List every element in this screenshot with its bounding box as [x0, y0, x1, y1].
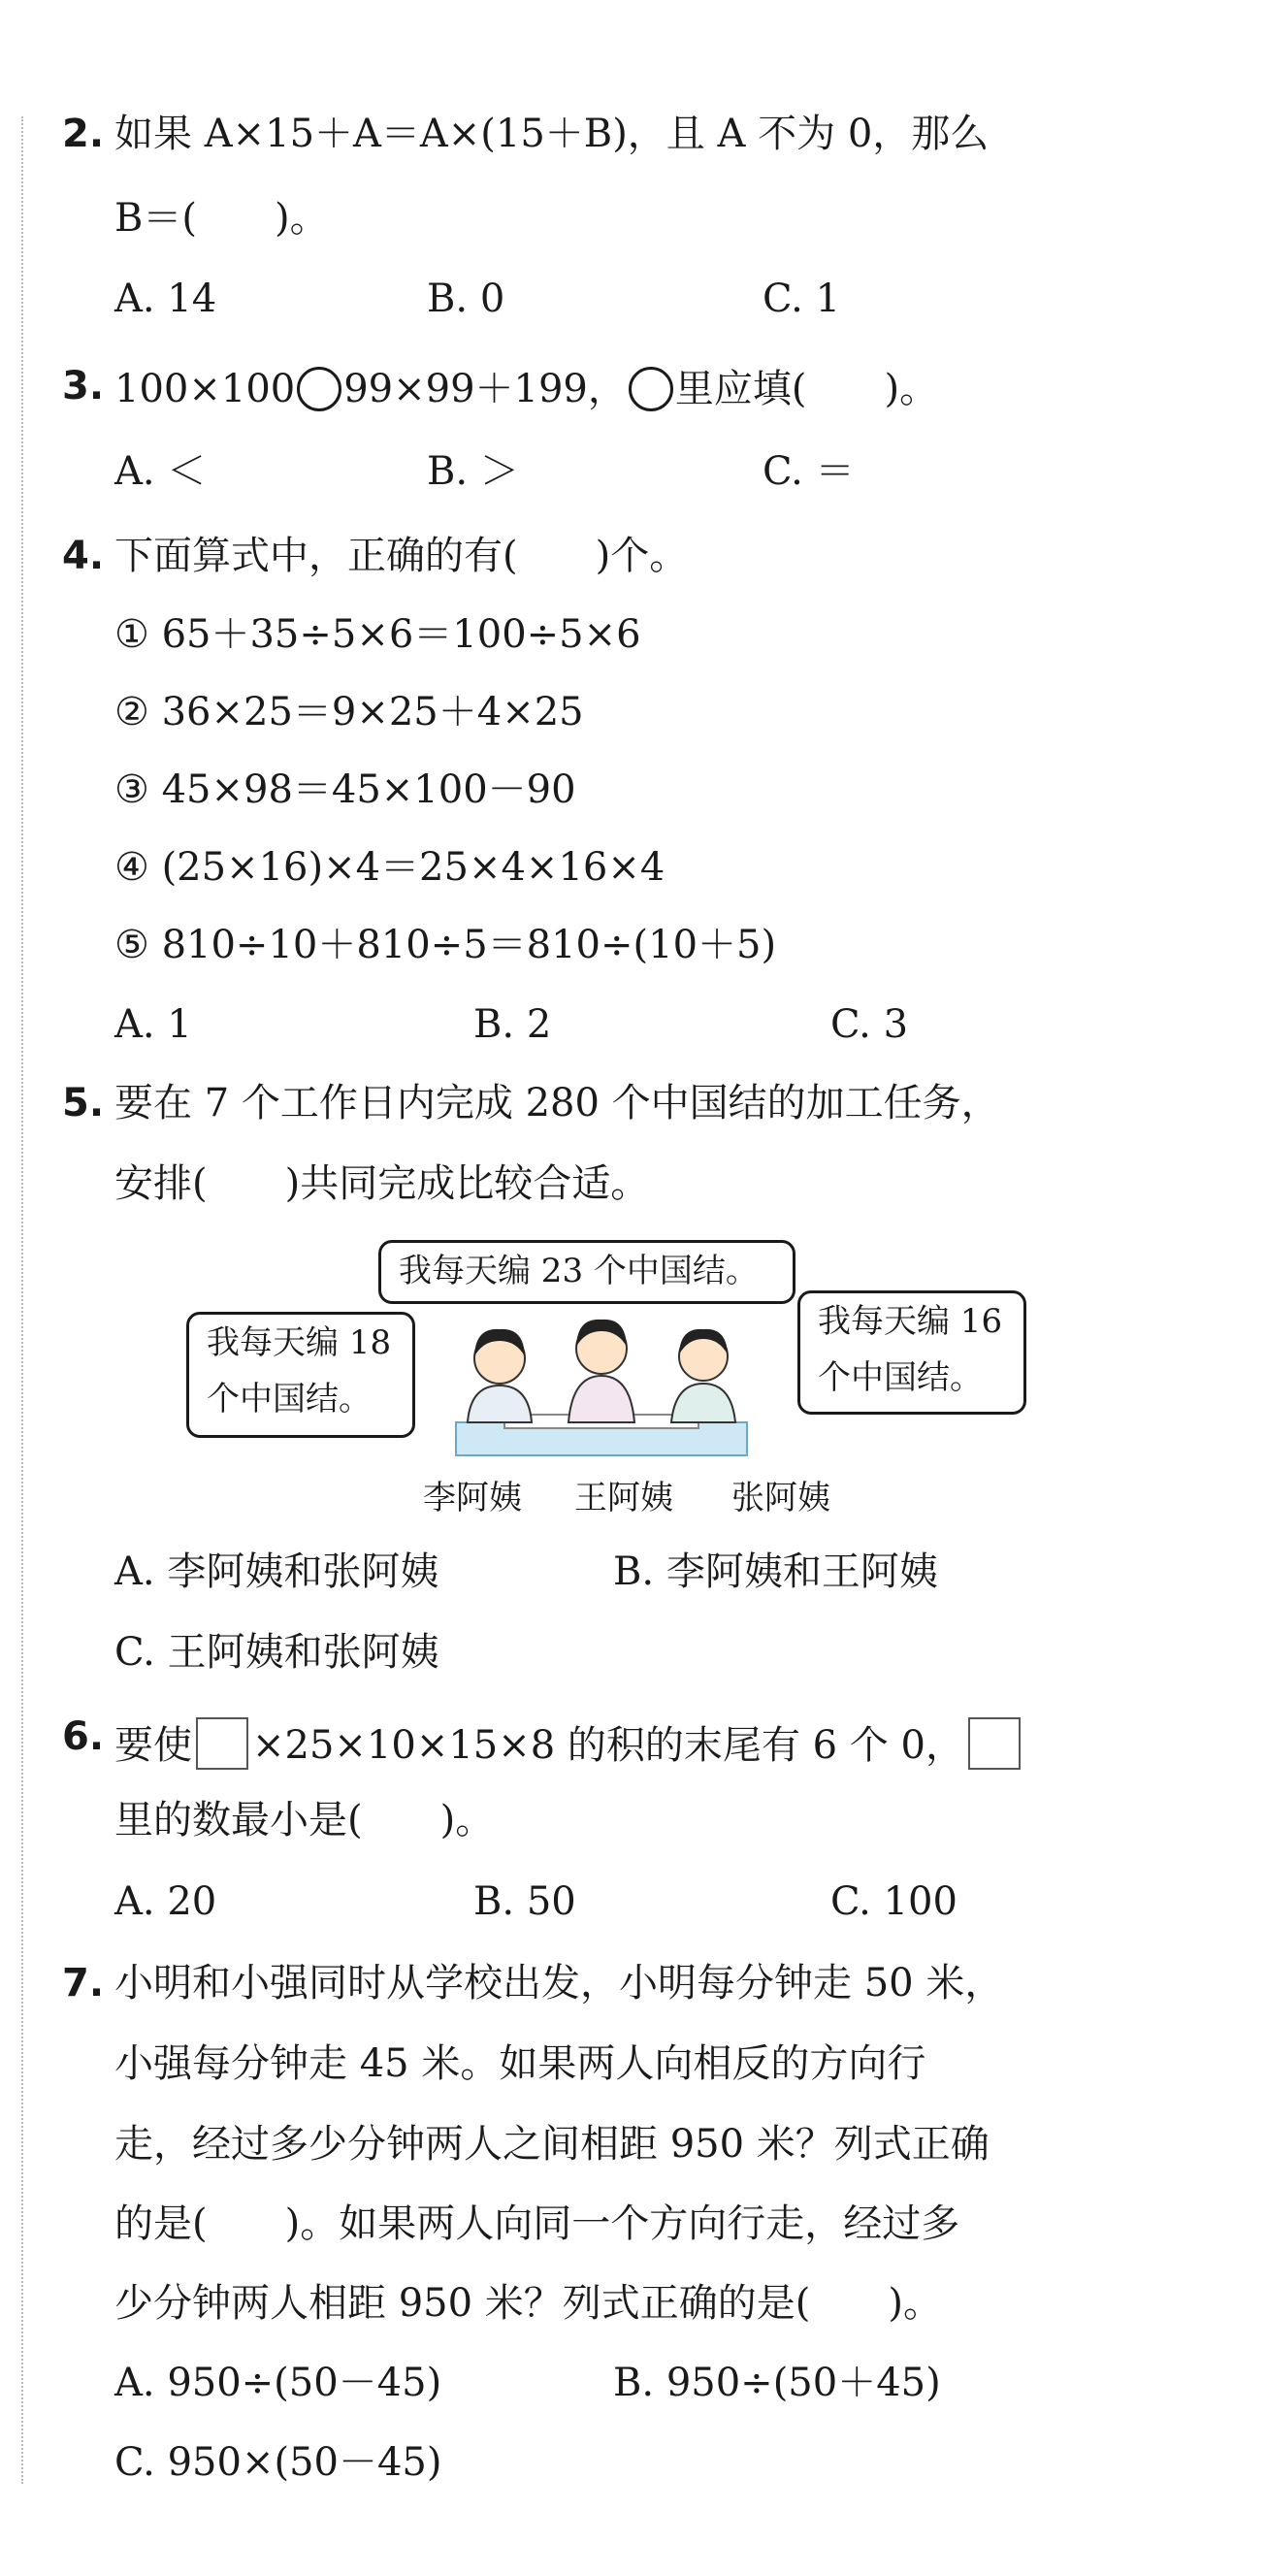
- speech-text: 我每天编 18: [207, 1323, 392, 1362]
- speech-bubble-li: [186, 1312, 415, 1438]
- option-b[interactable]: B. ＞: [427, 449, 519, 494]
- name-label-li: 李阿姨: [423, 1479, 522, 1517]
- name-label-wang: 王阿姨: [574, 1479, 673, 1517]
- binding-margin-line: [21, 116, 23, 2484]
- question-text: 安排( )共同完成比较合适。: [114, 1161, 650, 1206]
- speech-text: 我每天编 23 个中国结。: [399, 1252, 759, 1290]
- question-text: 小强每分钟走 45 米。如果两人向相反的方向行: [114, 2041, 926, 2086]
- question-number: 3.: [62, 364, 105, 408]
- question-text: 要在 7 个工作日内完成 280 个中国结的加工任务，: [114, 1081, 1000, 1125]
- speech-bubble-zhang: [797, 1290, 1026, 1415]
- statement-text: ④ (25×16)×4＝25×4×16×4: [114, 845, 665, 890]
- option-c[interactable]: C. 100: [830, 1879, 958, 1924]
- question-tail: 里应填( )。: [674, 367, 939, 411]
- option-b[interactable]: B. 50: [473, 1879, 576, 1924]
- question-number: 2.: [62, 112, 105, 156]
- question-text: 的是( )。如果两人向同一个方向行走，经过多: [114, 2201, 960, 2246]
- option-a[interactable]: A. 1: [114, 1002, 192, 1047]
- statement-text: ③ 45×98＝45×100－90: [114, 767, 576, 812]
- question-text: 如果 A×15＋A＝A×(15＋B)，且 A 不为 0，那么: [114, 112, 990, 156]
- question-number: 7.: [62, 1961, 105, 2005]
- answer-box[interactable]: [196, 1717, 248, 1770]
- speech-bubble-wang: [378, 1240, 795, 1304]
- option-a[interactable]: A. 李阿姨和张阿姨: [114, 1549, 439, 1594]
- comparison-circle-ref: [629, 367, 673, 411]
- statement-text: ① 65＋35÷5×6＝100÷5×6: [114, 612, 641, 657]
- comparison-circle[interactable]: [297, 367, 341, 411]
- question-prefix: 要使: [114, 1723, 192, 1768]
- option-c[interactable]: C. 950×(50－45): [114, 2440, 442, 2485]
- question-text: 里的数最小是( )。: [114, 1798, 495, 1842]
- option-c[interactable]: C. 1: [763, 277, 841, 321]
- name-label-zhang: 张阿姨: [731, 1479, 830, 1517]
- question-text: [114, 367, 938, 411]
- question-number: 6.: [62, 1714, 105, 1759]
- option-a[interactable]: A. ＜: [114, 449, 207, 494]
- expression-right: 99×99＋199，: [343, 367, 627, 411]
- option-c[interactable]: C. 王阿姨和张阿姨: [114, 1630, 439, 1675]
- option-a[interactable]: A. 20: [114, 1879, 217, 1924]
- question-text: 下面算式中，正确的有( )个。: [114, 534, 689, 578]
- question-number: 4.: [62, 534, 105, 578]
- question-number: 5.: [62, 1081, 105, 1125]
- question-text: [114, 1717, 1024, 1770]
- option-b[interactable]: B. 0: [427, 277, 505, 321]
- question-text: 小明和小强同时从学校出发，小明每分钟走 50 米，: [114, 1961, 1004, 2005]
- three-women-illustration: [446, 1308, 757, 1473]
- speech-text: 个中国结。: [818, 1358, 983, 1397]
- question-text: B＝( )。: [114, 196, 329, 241]
- option-b[interactable]: B. 2: [473, 1002, 552, 1047]
- expression-left: 100×100: [114, 367, 296, 411]
- statement-text: ⑤ 810÷10＋810÷5＝810÷(10＋5): [114, 923, 777, 967]
- option-c[interactable]: C. 3: [830, 1002, 909, 1047]
- option-c[interactable]: C. ＝: [763, 449, 855, 494]
- answer-box-ref: [968, 1717, 1021, 1770]
- option-b[interactable]: B. 李阿姨和王阿姨: [613, 1549, 938, 1594]
- question-text: 少分钟两人相距 950 米？列式正确的是( )。: [114, 2281, 942, 2326]
- option-a[interactable]: A. 14: [114, 277, 217, 321]
- speech-text: 个中国结。: [207, 1380, 372, 1418]
- statement-text: ② 36×25＝9×25＋4×25: [114, 690, 584, 734]
- speech-text: 我每天编 16: [818, 1302, 1003, 1341]
- option-a[interactable]: A. 950÷(50－45): [114, 2361, 442, 2405]
- question-middle: ×25×10×15×8 的积的末尾有 6 个 0，: [252, 1723, 964, 1768]
- question-text: 走，经过多少分钟两人之间相距 950 米？列式正确: [114, 2122, 990, 2167]
- option-b[interactable]: B. 950÷(50＋45): [613, 2361, 941, 2405]
